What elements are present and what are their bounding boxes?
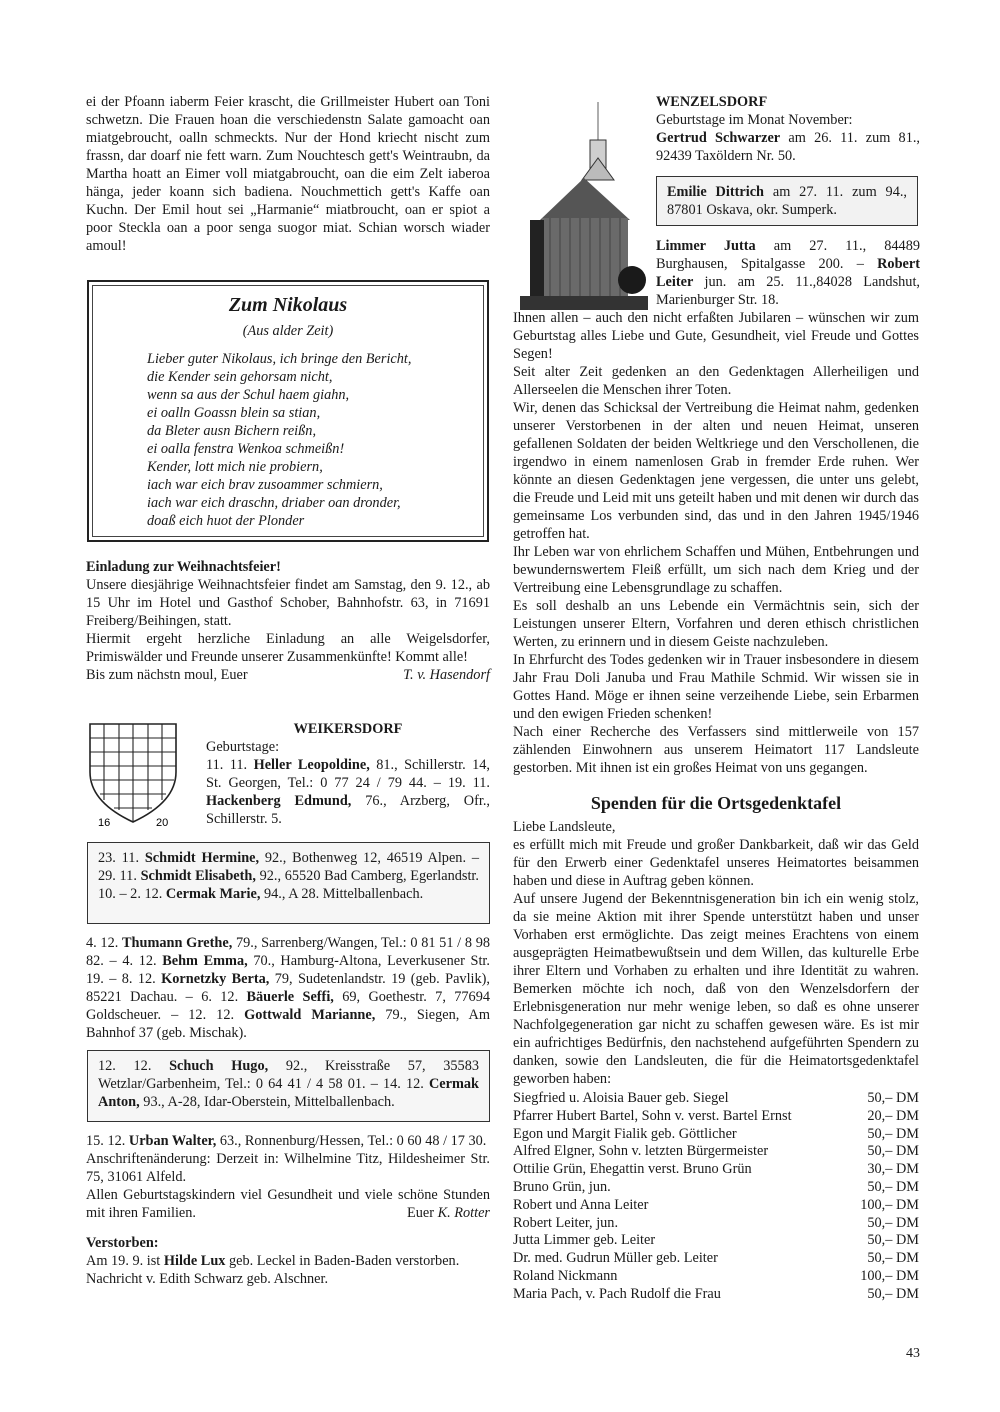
donor-name: Ottilie Grün, Ehegattin verst. Bruno Grün bbox=[513, 1161, 752, 1178]
deceased-note: Nachricht v. Edith Schwarz geb. Alschner. bbox=[86, 1271, 329, 1287]
shield-year-right: 20 bbox=[156, 817, 169, 828]
list-item bbox=[513, 1232, 919, 1250]
entry-name: Hackenberg Edmund, bbox=[206, 793, 352, 809]
poem-line: ei oalla fenstra Wenkoa schmeißn! bbox=[147, 441, 345, 457]
entry-name: Cermak Marie, bbox=[165, 886, 261, 902]
donor-name: Egon und Margit Fialik geb. Göttlicher bbox=[513, 1125, 737, 1142]
invitation-section bbox=[86, 558, 490, 684]
memorial-p4: Ihr Leben war von ehrlichem Schaffen und Mühen, Entbehrungen und bewundernswertem Fleiß erfüllt, um sich nach dem Krieg und der Vertreibung eine Lebensgrundlage zu schaffen. bbox=[513, 544, 919, 596]
memorial-text bbox=[513, 309, 919, 777]
donor-name: Dr. med. Gudrun Müller geb. Leiter bbox=[513, 1250, 718, 1267]
list-item bbox=[513, 1126, 919, 1144]
wishes bbox=[86, 1186, 490, 1222]
entry-name: Cermak Anton, bbox=[98, 1076, 479, 1110]
deceased-name: Hilde Lux bbox=[163, 1253, 226, 1269]
memorial-p3: Wir, denen das Schicksal der Vertreibung die Heimat nahm, gedenken unserer Verstorbenen in der alten und neuen Heimat, unseren gefallenen Soldaten der beiden Weltkriege und den Verschollenen, die irgendwo in einem namenlosen Grab in fremder Erde ruhen. Wer könnte an diesen Gedenktagen jene vergessen, die unter uns gelebt, die Freude und Leid mit uns geteilt haben und mit denen wir durch das gemeinsame Los verbunden sind, das und in den Jahren 1945/1946 getroffen hat. bbox=[513, 400, 919, 542]
shield-year-left: 16 bbox=[98, 817, 111, 828]
poem-title: Zum Nikolaus bbox=[228, 294, 348, 316]
donor-amount: 50,– DM bbox=[867, 1178, 919, 1195]
donor-amount: 100,– DM bbox=[860, 1196, 919, 1213]
poem-subtitle: (Aus alder Zeit) bbox=[242, 323, 334, 339]
entry-detail: 70., Hamburg-Altona, Leverkusener Str. 19. – 8. 12. bbox=[86, 953, 490, 987]
entry-name: Robert Leiter bbox=[656, 256, 920, 290]
list-item bbox=[513, 1090, 919, 1108]
entry-detail: 63., Ronnenburg/Hessen, Tel.: 0 60 48 / 17 30. bbox=[216, 1133, 487, 1149]
donor-name: Roland Nickmann bbox=[513, 1267, 618, 1284]
entry-name: Heller Leopoldine, bbox=[253, 757, 370, 773]
list-item bbox=[513, 1250, 919, 1268]
wenzelsdorf-box bbox=[656, 176, 918, 226]
memorial-p2: Seit alter Zeit gedenken an den Gedenktagen Allerheiligen und Allerseelen die Menschen ihrer Toten. bbox=[513, 364, 919, 398]
wenzelsdorf-subheading: Geburtstage im Monat November: bbox=[656, 112, 853, 128]
donor-name: Alfred Elgner, Sohn v. letzten Bürgermeister bbox=[513, 1143, 769, 1160]
entry-detail: 79., Sarrenberg/Wangen, Tel.: 0 81 51 / 8 98 82. – 4. 12. bbox=[86, 935, 490, 969]
poem-line: die Kender sein gehorsam nicht, bbox=[147, 369, 333, 385]
entry-detail: 76., Arzberg, Ofr., Schillerstr. 5. bbox=[206, 793, 490, 827]
weikersdorf-subheading: Geburtstage: bbox=[206, 739, 280, 755]
coat-of-arms-icon bbox=[88, 722, 180, 828]
poem-line: Kender, lott mich nie probiern, bbox=[147, 459, 323, 475]
deceased-prefix: Am 19. 9. ist bbox=[86, 1253, 164, 1269]
invitation-text: Unsere diesjährige Weihnachtsfeier findet am Samstag, den 9. 12., ab 15 Uhr im Hotel und Gasthof Schober, Bahnhofstr. 63, in 71691 Freiberg/Beihingen, statt. bbox=[86, 577, 490, 629]
entry-date: 11. 11. bbox=[206, 757, 254, 773]
list-item bbox=[513, 1286, 919, 1304]
weikersdorf-section bbox=[206, 720, 490, 828]
entry-detail: 92., Kreisstraße 57, 35583 Wetzlar/Garbenheim, Tel.: 0 64 41 / 4 58 01. – 14. 12. bbox=[98, 1058, 480, 1092]
entry-name: Limmer Jutta bbox=[656, 238, 756, 254]
donor-name: Jutta Limmer geb. Leiter bbox=[513, 1232, 656, 1249]
donor-amount: 50,– DM bbox=[867, 1090, 919, 1106]
invitation-signature: T. v. Hasendorf bbox=[403, 667, 490, 683]
list-item bbox=[513, 1179, 919, 1197]
invitation-heading: Einladung zur Weihnachtsfeier! bbox=[86, 559, 281, 575]
invitation-text-2: Hiermit ergeht herzliche Einladung an alle Weigelsdorfer, Primiswälder und Freunde unserer Zusammenkünfte! Kommt alle! bbox=[86, 631, 490, 665]
memorial-p1: Ihnen allen – auch den nicht erfaßten Jubilaren – wünschen wir zum Geburtstag alles Liebe und Gute, Gesundheit, viel Freude und Gottes Segen! bbox=[513, 310, 919, 362]
donor-name: Maria Pach, v. Pach Rudolf die Frau bbox=[513, 1285, 721, 1302]
entry-detail: am 27. 11. zum 94., 87801 Oskava, okr. Sumperk. bbox=[667, 184, 908, 218]
entry-detail: 92., 65520 Bad Camberg, Egerlandstr. 10. – 2. 12. bbox=[98, 868, 479, 902]
donor-amount: 50,– DM bbox=[867, 1125, 919, 1142]
birthdays-december bbox=[86, 934, 490, 1042]
poem-line: da Bleter ausn Bichern reißn, bbox=[147, 423, 317, 439]
poem-line: ei oalln Goassn blein sa stian, bbox=[147, 405, 321, 421]
donor-amount: 50,– DM bbox=[867, 1214, 919, 1231]
birthday-box-2 bbox=[87, 1050, 490, 1122]
wishes-signature bbox=[407, 1204, 490, 1222]
entry-detail: jun. am 25. 11.,84028 Landshut, Marienburger Str. 18. bbox=[656, 274, 920, 308]
list-item bbox=[513, 1161, 919, 1179]
entry-date: 15. 12. bbox=[86, 1133, 129, 1149]
poem-line: Lieber guter Nikolaus, ich bringe den Bericht, bbox=[147, 351, 412, 367]
birthday-entry-urban bbox=[86, 1132, 490, 1150]
wenzelsdorf-entry-limmer bbox=[656, 237, 920, 309]
wenzelsdorf-heading: WENZELSDORF bbox=[656, 94, 768, 110]
list-item bbox=[513, 1215, 919, 1233]
entry-detail: am 27. 11., 84489 Burghausen, Spitalgasse 200. – bbox=[656, 238, 920, 272]
entry-name: Urban Walter, bbox=[128, 1133, 217, 1149]
entry-detail: 79, Sudetenlandstr. 19 (geb. Pavlik), 85221 Dachau. – 6. 12. bbox=[86, 971, 490, 1005]
entry-detail: 93., A-28, Idar-Oberstein, Mittelballenbach. bbox=[139, 1094, 395, 1110]
poem-line: doaß eich huot der Plonder bbox=[147, 513, 305, 529]
entry-name: Schmidt Hermine, bbox=[144, 850, 260, 866]
entry-date: 4. 12. bbox=[86, 935, 122, 951]
left-intro bbox=[86, 93, 490, 255]
poem-line: wenn sa aus der Schul haem giahn, bbox=[147, 387, 350, 403]
list-item bbox=[513, 1268, 919, 1286]
entry-detail: 81., Schillerstr. 14, St. Georgen, Tel.: 0 77 24 / 79 44. – 19. 11. bbox=[206, 757, 490, 791]
wishes-signature-prefix: Euer bbox=[407, 1205, 438, 1221]
wishes-signature-name: K. Rotter bbox=[437, 1205, 490, 1221]
weikersdorf-entry-1 bbox=[206, 756, 490, 828]
donor-name: Pfarrer Hubert Bartel, Sohn v. verst. Bartel Ernst bbox=[513, 1107, 792, 1124]
donor-amount: 20,– DM bbox=[867, 1107, 919, 1124]
donor-amount: 100,– DM bbox=[860, 1267, 919, 1284]
memorial-p7: Nach einer Recherche des Verfassers sind mittlerweile von 157 zählenden Einwohnern aus unserem Heimatort 117 Landsleute gestorben. Mit ihnen ist ein großes Heimat von uns gegangen. bbox=[513, 724, 919, 776]
entry-detail: 69, Goethestr. 7, 77694 Goldscheuer. – 12. 12. bbox=[86, 989, 490, 1023]
entry-name: Bäuerle Seffi, bbox=[246, 989, 334, 1005]
deceased-heading: Verstorben: bbox=[86, 1235, 159, 1251]
donor-amount: 30,– DM bbox=[867, 1161, 919, 1178]
wenzelsdorf-section bbox=[656, 93, 920, 165]
donations-section bbox=[513, 794, 919, 1304]
list-item bbox=[513, 1197, 919, 1215]
donations-p2: Auf unsere Jugend der Bekenntnisgeneration bin ich ein wenig stolz, da sie meine Aktion mit ihrer Spende unterstützt haben und unser Vorhaben erst ermöglichte. Das zeigt meines Erachtens von einem ausgeprägten Heimatbewußtsein und dem Willen, das kulturelle Erbe ihrer Eltern und Vorhaben zu erhalten und ihre Identität zu wahren. Bemerken möchte ich noch, daß von den Wenzelsdorfern der Erlebnisgeneration nur mehr wenige leben, so daß es ohne unserer Nachfolgegeneration gar nicht zu schaffen gewesen wäre. Es ist mir ein aufrichtiges Bedürfnis, den nachstehend aufgeführten Spendern zu danken, sowie den Landsleuten, die für die Heimatortsgedenktafel geworben haben: bbox=[513, 891, 919, 1087]
deceased-detail: geb. Leckel in Baden-Baden verstorben. bbox=[225, 1253, 460, 1269]
entry-date: 23. 11. bbox=[98, 850, 145, 866]
entry-detail: am 26. 11. zum 81., 92439 Taxöldern Nr. 50. bbox=[656, 130, 921, 164]
entry-detail: 92., Bothenweg 12, 46519 Alpen. – 29. 11. bbox=[98, 850, 479, 884]
birthday-box-1-text bbox=[98, 849, 479, 903]
entry-detail: 94., A 28. Mittelballenbach. bbox=[260, 886, 424, 902]
wenzelsdorf-entry-dittrich bbox=[667, 183, 907, 219]
entry-name: Schmidt Elisabeth, bbox=[140, 868, 256, 884]
birthday-box-2-text bbox=[98, 1057, 479, 1111]
donor-name: Siegfried u. Aloisia Bauer geb. Siegel bbox=[513, 1090, 729, 1106]
left-bottom-section bbox=[86, 1132, 490, 1288]
donor-amount: 50,– DM bbox=[867, 1232, 919, 1249]
donations-p1: es erfüllt mich mit Freude und großer Dankbarkeit, daß wir das Geld für den Erwerb einer Gedenktafel unseres Heimatortes beisammen haben und diese in Auftrag geben können. bbox=[513, 837, 919, 889]
memorial-p6: In Ehrfurcht des Todes gedenken wir in Trauer insbesondere in diesem Jahr Frau Doli Januba und Frau Mathile Schmid. Wir wissen sie in Gottes Hand. Möge er ihnen seine verzeihende Liebe, sein Erbarmen und den ewigen Frieden schenken! bbox=[513, 652, 919, 722]
church-photo bbox=[520, 100, 648, 310]
entry-name: Kornetzky Berta, bbox=[161, 971, 270, 987]
entry-name: Behm Emma, bbox=[162, 953, 248, 969]
page-number: 43 bbox=[906, 1346, 920, 1361]
donor-name: Bruno Grün, jun. bbox=[513, 1178, 611, 1195]
entry-detail: 79., Siegen, Am Bahnhof 37 (geb. Mischak). bbox=[86, 1007, 490, 1041]
entry-name: Gertrud Schwarzer bbox=[656, 130, 781, 146]
donations-heading: Spenden für die Ortsgedenktafel bbox=[590, 793, 842, 813]
poem-lines bbox=[147, 350, 487, 530]
birthdays-december-text bbox=[86, 934, 490, 1042]
entry-name: Gottwald Marianne, bbox=[244, 1007, 376, 1023]
donor-list bbox=[513, 1090, 919, 1304]
list-item bbox=[513, 1108, 919, 1126]
poem-line: iach war eich draschn, driaber oan dronder, bbox=[147, 495, 401, 511]
deceased-text bbox=[86, 1252, 490, 1270]
donations-greeting: Liebe Landsleute, bbox=[513, 819, 616, 835]
address-change: Anschriftenänderung: Derzeit in: Wilhelmine Titz, Hildesheimer Str. 75, 31061 Alfeld. bbox=[86, 1151, 490, 1185]
donor-amount: 50,– DM bbox=[867, 1285, 919, 1302]
list-item bbox=[513, 1143, 919, 1161]
wenzelsdorf-more bbox=[656, 237, 920, 309]
birthday-box-1 bbox=[87, 842, 490, 924]
entry-date: 12. 12. bbox=[98, 1058, 170, 1074]
poem-line: iach war eich brav zusoammer schmiern, bbox=[147, 477, 383, 493]
invitation-close-text: Bis zum nächstn moul, Euer bbox=[86, 667, 248, 683]
donor-name: Robert Leiter, jun. bbox=[513, 1214, 619, 1231]
intro-paragraph: ei der Pfoann iaberm Feier krascht, die Grillmeister Hubert oan Toni schwetzn. Die Frauen hoan die verschiedenstn Salate gamoacht oan miatgebroucht, oalln schmeckts. Nur der Hond kriecht nischt zum frassn, dar doarf nie fett warn. Zum Nouchtesch gett's Weintraubn, da Martha hoatt an Eimer voll miatgabroucht, oan die eim Zelt iaberoa hänga, jeder koann sich badiena. Nouchmettich gett's Kaffe oan Kuchn. Der Emil hout sei „Harmanie“ miatbroucht, oan er spiot a poor Steckla oan a poor senga suogor miat. Schian worsch wiader amoul! bbox=[86, 94, 490, 254]
wishes-text: Allen Geburtstagskindern viel Gesundheit und viele schöne Stunden mit ihren Familien. bbox=[86, 1187, 490, 1221]
weikersdorf-heading: WEIKERSDORF bbox=[293, 721, 403, 737]
entry-name: Schuch Hugo, bbox=[169, 1058, 269, 1074]
wenzelsdorf-entry-schwarzer bbox=[656, 129, 920, 165]
invitation-close bbox=[86, 666, 490, 684]
donor-name: Robert und Anna Leiter bbox=[513, 1196, 649, 1213]
entry-name: Emilie Dittrich bbox=[667, 184, 764, 200]
memorial-p5: Es soll deshalb an uns Lebende ein Vermächtnis sein, sich der Leistungen unserer Eltern, Vorfahren und deren ethisch christlichen Werten, zu erinnern und in diesem Geiste nachzuleben. bbox=[513, 598, 919, 650]
donor-amount: 50,– DM bbox=[867, 1250, 919, 1267]
donor-amount: 50,– DM bbox=[867, 1143, 919, 1160]
entry-name: Thumann Grethe, bbox=[122, 935, 233, 951]
poem-box bbox=[87, 280, 489, 542]
